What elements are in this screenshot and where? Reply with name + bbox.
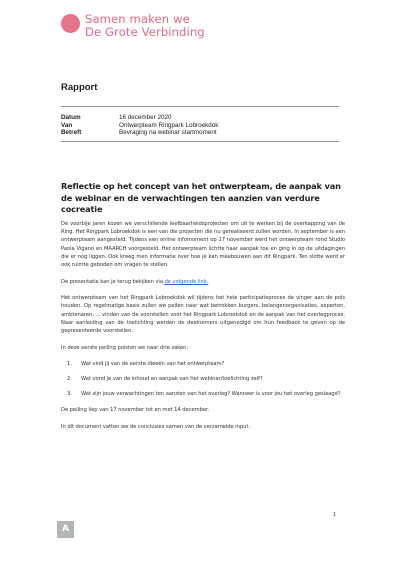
meta-value: Bevraging na webinar startmoment	[119, 129, 217, 137]
meta-row-date	[61, 114, 218, 122]
paragraph-survey-period: De peiling liep van 17 november tot en met 14 december.	[61, 407, 210, 414]
brand-circle-icon	[61, 14, 80, 33]
list-text: Wat vond je van de inhoud en aanpak van het webinar/toelichting zelf?	[81, 376, 263, 382]
paragraph-presentation	[61, 278, 345, 286]
paragraph-participation: Het ontwerpteam van het Ringpark Lobroekdok wil tijdens het hele participatieproces de vinger aan de pols houden. Op regelmatige basis zullen we peilen naar wat betrokken burgers, belangenorganisaties, experten, ambtenaren, ... vinden van de voorstellen voor het Ringpark Lobroekdok en de aanpak van het overlegproces. Naar aanleiding van de toelichting werden de deelnemers uitgenodigd om hun feedback te geven op de gepresenteerde voorstellen.	[61, 295, 345, 335]
meta-value: Ontwerpteam Ringpark Lobroekdok	[119, 121, 219, 129]
document-meta	[61, 114, 218, 137]
question-list	[61, 360, 345, 398]
brand-logo	[61, 13, 205, 39]
meta-label: Datum	[61, 114, 81, 121]
list-number: 2.	[67, 376, 72, 382]
header-divider-top	[61, 106, 339, 107]
meta-label: Betreft	[61, 129, 82, 137]
header-divider-bottom	[61, 141, 339, 142]
section-heading: Reflectie op het concept van het ontwerpteam, de aanpak van de webinar en de verwachtingen ten aanzien van verdure cocreatie	[61, 181, 341, 215]
list-number: 1.	[67, 361, 72, 368]
meta-label: Van	[61, 121, 73, 129]
list-text: Wat vind jij van de eerste ideeën van het ontwerpteam?	[81, 361, 225, 368]
brand-line-1: Samen maken we	[85, 12, 190, 26]
brand-line-2: De Grote Verbinding	[85, 25, 205, 39]
document-body	[61, 220, 345, 440]
antwerpen-logo-icon: A	[57, 521, 74, 538]
document-type: Rapport	[61, 82, 98, 93]
list-item	[61, 360, 345, 368]
paragraph-conclusion: In dit document vatten we de conclusies samen van de verzamelde input.	[61, 423, 250, 430]
list-text: Wat zijn jouw verwachtingen ten aanzien van het overleg? Wanneer is voor jou het overleg geslaagd?	[81, 390, 341, 397]
meta-row-subject	[61, 129, 218, 137]
list-number: 3.	[67, 390, 72, 397]
list-item	[61, 375, 345, 383]
paragraph-survey-intro: In deze eerste peiling polsten we naar drie zaken:	[61, 344, 189, 351]
brand-text	[85, 13, 205, 39]
paragraph-intro: De voorbije jaren kozen we verschillende leefbaarheidsprojecten om uit te werken bij de overkapping van de Ring. Het Ringpark Lobroekdok is een van die projecten die nu gerealiseerd zullen worden. In september is een ontwerpteam aangesteld. Tijdens een online infomoment op 17 november werd het ontwerpteam rond Studio Paola Vigano en MAARCH voorgesteld. Het ontwerpteam lichtte haar aanpak toe en ging in op de uitdagingen die er nog liggen. Ook kreeg men informatie over hoe je kan meebouwen aan dit Ringpark. Ten slotte werd er ook ruimte geboden om vragen te stellen.	[61, 221, 345, 269]
meta-value: 16 december 2020	[119, 114, 172, 121]
presentation-link[interactable]: de volgende link.	[164, 278, 209, 285]
presentation-text: De presentatie kan je terug bekijken via	[61, 278, 165, 285]
meta-row-from	[61, 122, 218, 130]
list-item	[61, 390, 345, 398]
page-number: 1	[333, 512, 337, 518]
